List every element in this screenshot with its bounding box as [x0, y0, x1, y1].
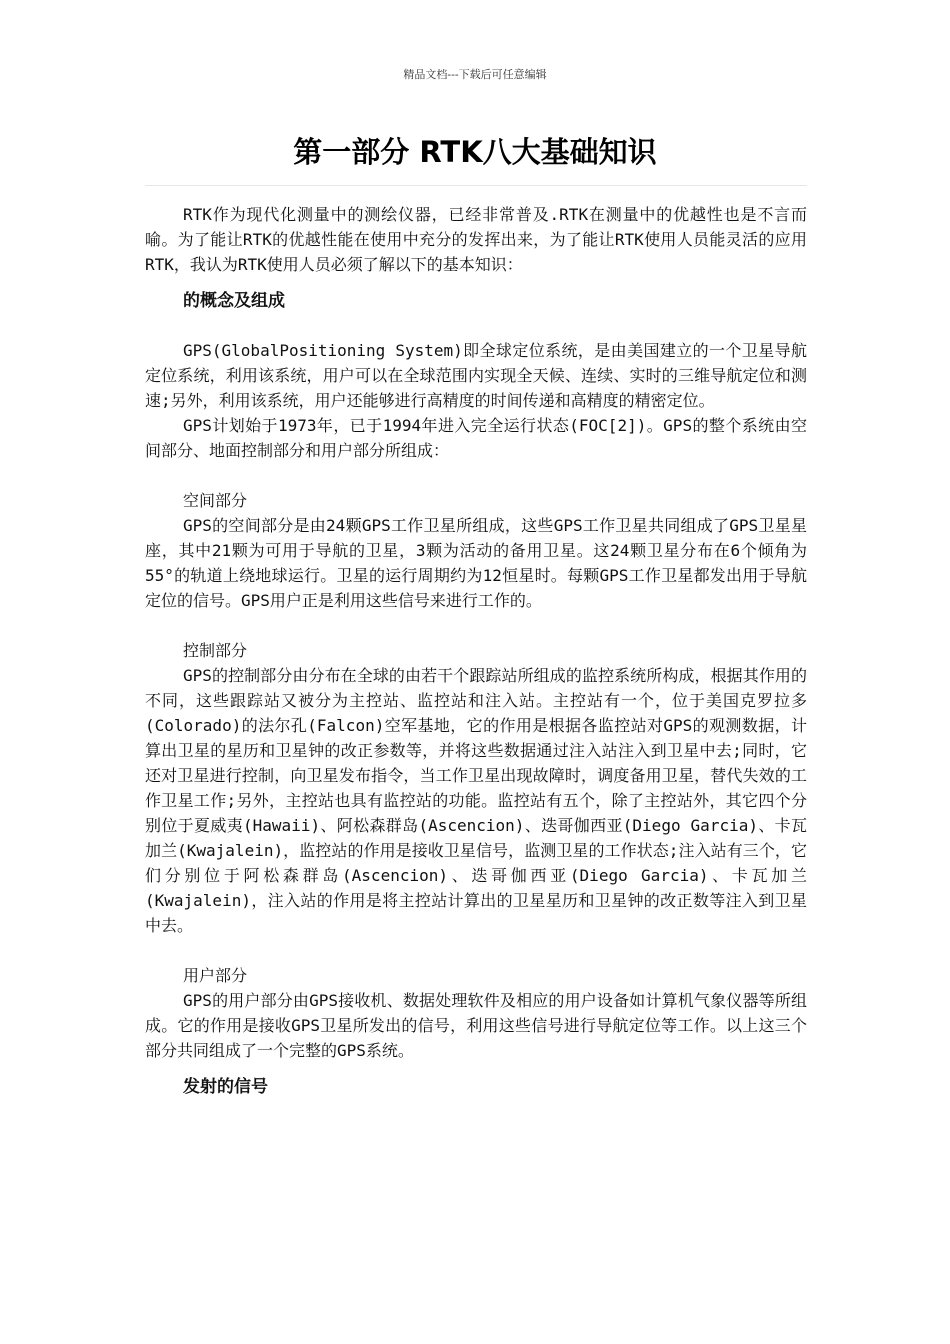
- intro-paragraph: RTK作为现代化测量中的测绘仪器，已经非常普及.RTK在测量中的优越性也是不言而喻。为了能让RTK的优越性能在使用中充分的发挥出来，为了能让RTK使用人员能灵活的应用RTK，我认为RTK使用人员必须了解以下的基本知识：: [145, 205, 807, 274]
- user-segment-paragraph: GPS的用户部分由GPS接收机、数据处理软件及相应的用户设备如计算机气象仪器等所组成。它的作用是接收GPS卫星所发出的信号，利用这些信号进行导航定位等工作。以上这三个部分共同组成了一个完整的GPS系统。: [145, 991, 807, 1060]
- header-note: 精品文档---下载后可任意编辑: [403, 68, 547, 81]
- section-heading-gps-concept: 的概念及组成: [183, 291, 285, 311]
- page-title: 第一部分 RTK八大基础知识: [293, 135, 657, 169]
- control-segment-paragraph: GPS的控制部分由分布在全球的由若干个跟踪站所组成的监控系统所构成，根据其作用的不同，这些跟踪站又被分为主控站、监控站和注入站。主控站有一个，位于美国克罗拉多(Colorado)的法尔孔(Falcon)空军基地，它的作用是根据各监控站对GPS的观测数据，计算出卫星的星历和卫星钟的改正参数等，并将这些数据通过注入站注入到卫星中去;同时，它还对卫星进行控制，向卫星发布指令，当工作卫星出现故障时，调度备用卫星，替代失效的工作卫星工作;另外，主控站也具有监控站的功能。监控站有五个，除了主控站外，其它四个分别位于夏威夷(Hawaii)、阿松森群岛(Ascencion)、迭哥伽西亚(Diego Garcia)、卡瓦加兰(Kwajalein)，监控站的作用是接收卫星信号，监测卫星的工作状态;注入站有三个，它们分别位于阿松森群岛(Ascencion)、迭哥伽西亚(Diego Garcia)、卡瓦加兰(Kwajalein)，注入站的作用是将主控站计算出的卫星星历和卫星钟的改正数等注入到卫星中去。: [145, 666, 807, 935]
- user-segment-heading: 用户部分: [183, 966, 248, 985]
- section-heading-gps-signal: 发射的信号: [183, 1077, 268, 1097]
- title-divider: [145, 185, 807, 186]
- control-segment-heading: 控制部分: [183, 641, 248, 660]
- space-segment-heading: 空间部分: [183, 491, 248, 510]
- document-body: [145, 202, 807, 1100]
- gps-history-paragraph: GPS计划始于1973年，已于1994年进入完全运行状态(FOC[2])。GPS的整个系统由空间部分、地面控制部分和用户部分所组成：: [145, 416, 807, 460]
- space-segment-paragraph: GPS的空间部分是由24颗GPS工作卫星所组成，这些GPS工作卫星共同组成了GPS卫星星座，其中21颗为可用于导航的卫星，3颗为活动的备用卫星。这24颗卫星分布在6个倾角为55°的轨道上绕地球运行。卫星的运行周期约为12恒星时。每颗GPS工作卫星都发出用于导航定位的信号。GPS用户正是利用这些信号来进行工作的。: [145, 516, 807, 610]
- gps-definition-paragraph: GPS(GlobalPositioning System)即全球定位系统，是由美国建立的一个卫星导航定位系统，利用该系统，用户可以在全球范围内实现全天候、连续、实时的三维导航定位和测速;另外，利用该系统，用户还能够进行高精度的时间传递和高精度的精密定位。: [145, 341, 807, 410]
